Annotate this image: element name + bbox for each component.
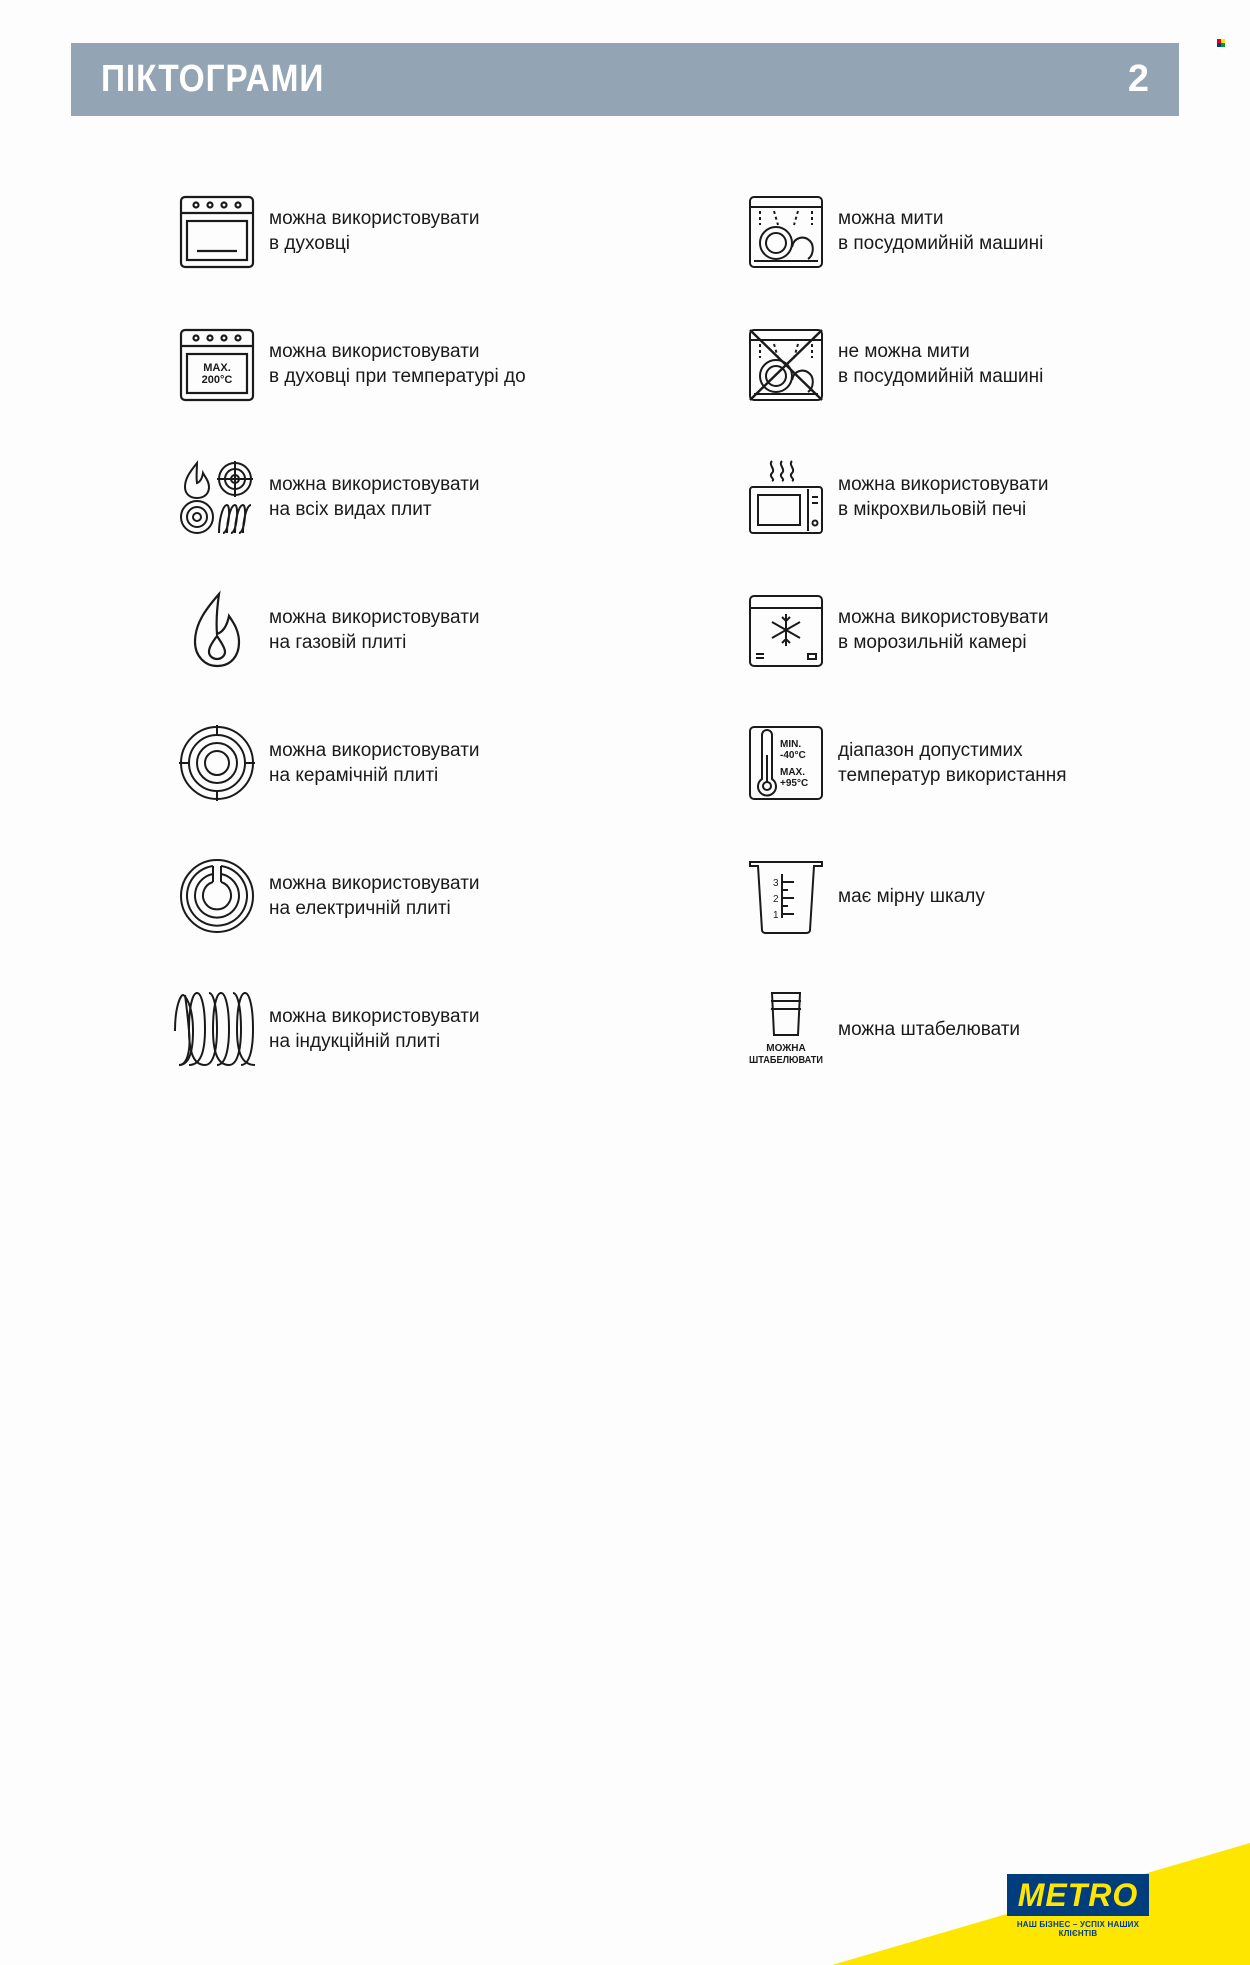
page-number: 2 (1127, 58, 1149, 100)
pictogram-label-line: не можна мити (838, 341, 970, 362)
thermometer-icon (748, 725, 824, 801)
stackable-cups-icon (748, 991, 824, 1067)
stackable-icon-label-bottom: ШТАБЕЛЮВАТИ (749, 1055, 823, 1066)
pictogram-label-line: можна використовувати (269, 1006, 480, 1027)
pictogram-label-line: можна використовувати (269, 740, 480, 761)
dishwasher-icon (748, 193, 824, 269)
pictogram-oven (179, 191, 739, 271)
pictogram-label-line: в духовці (269, 233, 351, 254)
pictogram-label-line: можна використовувати (269, 873, 480, 894)
max-temp-value: +95°C (780, 778, 809, 789)
pictogram-ceramic-hob (179, 723, 739, 803)
pictogram-label-line: можна використовувати (838, 607, 1049, 628)
pictogram-temperature-range (748, 723, 1250, 803)
page-title: ПІКТОГРАМИ (101, 58, 325, 100)
scale-mark-2: 2 (773, 894, 779, 905)
pictogram-label-line: має мірну шкалу (838, 885, 985, 907)
pictogram-dishwasher (748, 191, 1250, 271)
measuring-cup-icon (748, 858, 824, 934)
pictogram-label-line: в посудомийній машині (838, 233, 1044, 254)
pictogram-label-line: на всіх видах плит (269, 499, 432, 520)
pictogram-label-line: можна використовувати (269, 208, 480, 229)
pictogram-electric-hob (179, 856, 739, 936)
pictogram-freezer (748, 590, 1250, 670)
metro-logo-text: METRO (1017, 1876, 1139, 1913)
scale-mark-3: 3 (773, 878, 779, 889)
pictogram-measuring-scale (748, 856, 1250, 936)
pictogram-all-stoves (179, 457, 739, 537)
pictogram-gas-stove (179, 590, 739, 670)
pictogram-label-line: можна використовувати (269, 474, 480, 495)
electric-hob-icon (179, 858, 255, 934)
ceramic-hob-icon (179, 725, 255, 801)
pictogram-label-line: в морозильній камері (838, 632, 1027, 653)
pictogram-label-line: можна мити (838, 208, 944, 229)
pictogram-stackable (748, 989, 1250, 1069)
max-label: MAX. (780, 767, 805, 778)
page-header (71, 43, 1179, 116)
pictogram-induction-hob (179, 989, 739, 1069)
pictogram-label-line: можна використовувати (838, 474, 1049, 495)
microwave-icon (748, 459, 824, 535)
oven-max-temp-value: 200°C (201, 374, 233, 386)
pictogram-label-line: в духовці при температурі до (269, 366, 526, 387)
pictogram-oven-max-temp (179, 324, 739, 404)
pictogram-microwave (748, 457, 1250, 537)
metro-logo (1007, 1874, 1149, 1916)
pictogram-label-line: діапазон допустимих (838, 740, 1023, 761)
pictogram-label-line: можна використовувати (269, 607, 480, 628)
color-registration-mark (1217, 39, 1225, 47)
gas-flame-icon (179, 592, 255, 668)
pictogram-label-line: на керамічній плиті (269, 765, 439, 786)
pictogram-label-line: на газовій плиті (269, 632, 407, 653)
oven-max-temp-icon (179, 326, 255, 402)
pictogram-no-dishwasher (748, 324, 1250, 404)
oven-max-label: MAX. (203, 362, 231, 374)
oven-icon (179, 193, 255, 269)
scale-mark-1: 1 (773, 910, 779, 921)
no-dishwasher-icon (748, 326, 824, 402)
stackable-icon-label-top: МОЖНА (766, 1043, 806, 1054)
pictogram-label-line: в мікрохвильовій печі (838, 499, 1027, 520)
pictogram-label-line: на індукційній плиті (269, 1031, 441, 1052)
min-temp-value: -40°C (780, 750, 806, 761)
min-label: MIN. (780, 739, 802, 750)
induction-coil-icon (179, 991, 255, 1067)
pictogram-label-line: можна штабелювати (838, 1018, 1021, 1040)
freezer-icon (748, 592, 824, 668)
pictogram-label-line: в посудомийній машині (838, 366, 1044, 387)
pictogram-label-line: на електричній плиті (269, 898, 451, 919)
pictogram-label-line: температур використання (838, 765, 1067, 786)
brand-tagline: НАШ БІЗНЕС – УСПІХ НАШИХ КЛІЄНТІВ (1016, 1920, 1140, 1938)
all-stoves-icon (179, 459, 255, 535)
pictogram-label-line: можна використовувати (269, 341, 480, 362)
